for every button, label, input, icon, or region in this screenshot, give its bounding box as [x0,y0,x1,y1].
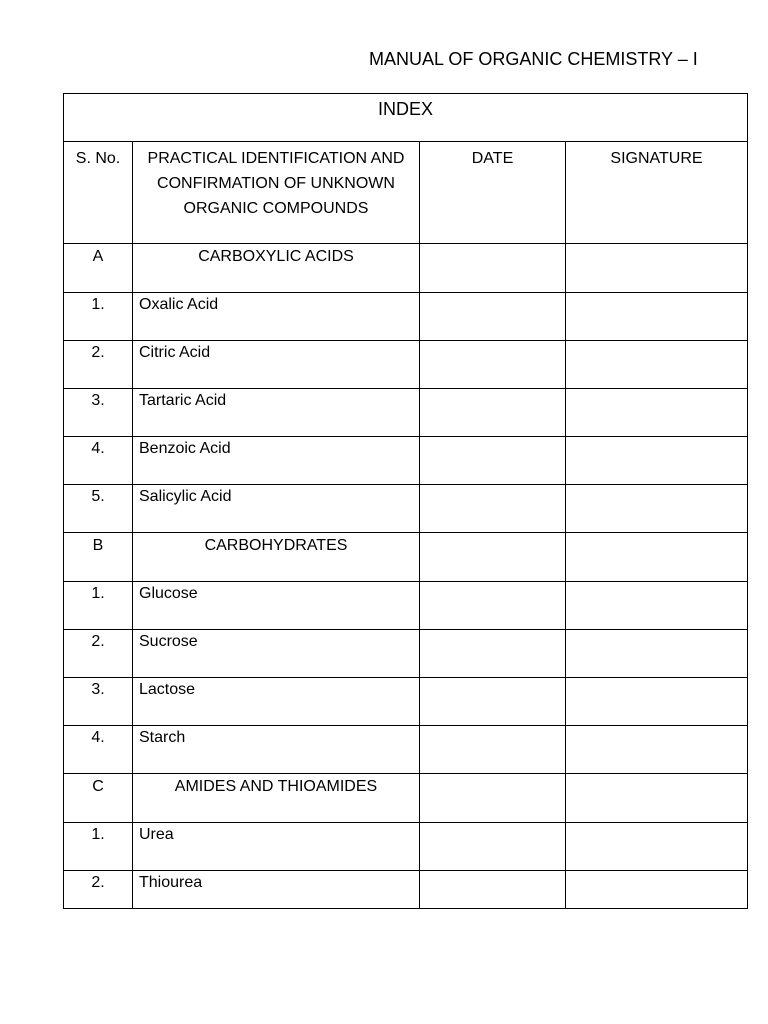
column-header-row [64,142,748,244]
table-row [64,293,748,341]
table-row [64,341,748,389]
signature-cell [566,678,748,726]
item-number: 2. [64,871,133,909]
section-row [64,533,748,582]
table-row [64,823,748,871]
signature-cell [566,437,748,485]
item-name: Salicylic Acid [133,485,420,533]
date-cell [420,341,566,389]
date-cell [420,437,566,485]
date-cell [420,533,566,582]
item-name: Thiourea [133,871,420,909]
item-number: 3. [64,389,133,437]
date-cell [420,389,566,437]
table-row [64,582,748,630]
date-cell [420,485,566,533]
date-cell [420,774,566,823]
signature-cell [566,774,748,823]
table-row [64,437,748,485]
date-cell [420,244,566,293]
section-letter: C [64,774,133,823]
column-header-signature: SIGNATURE [566,142,748,244]
item-name: Urea [133,823,420,871]
item-number: 4. [64,726,133,774]
signature-cell [566,293,748,341]
signature-cell [566,341,748,389]
item-number: 2. [64,630,133,678]
signature-cell [566,389,748,437]
item-number: 3. [64,678,133,726]
index-table [63,93,748,909]
table-row [64,871,748,909]
item-name: Tartaric Acid [133,389,420,437]
document-header: MANUAL OF ORGANIC CHEMISTRY – I [369,49,698,69]
section-title: AMIDES AND THIOAMIDES [133,774,420,823]
item-name: Benzoic Acid [133,437,420,485]
signature-cell [566,582,748,630]
date-cell [420,726,566,774]
item-number: 1. [64,582,133,630]
item-name: Glucose [133,582,420,630]
section-letter: A [64,244,133,293]
item-name: Oxalic Acid [133,293,420,341]
column-header-date: DATE [420,142,566,244]
table-row [64,630,748,678]
table-row [64,678,748,726]
item-name: Lactose [133,678,420,726]
signature-cell [566,485,748,533]
signature-cell [566,533,748,582]
signature-cell [566,726,748,774]
section-row [64,244,748,293]
date-cell [420,582,566,630]
section-letter: B [64,533,133,582]
item-number: 2. [64,341,133,389]
section-title: CARBOXYLIC ACIDS [133,244,420,293]
index-title-row [64,94,748,142]
date-cell [420,630,566,678]
item-name: Citric Acid [133,341,420,389]
item-number: 1. [64,293,133,341]
item-number: 5. [64,485,133,533]
date-cell [420,871,566,909]
table-row [64,726,748,774]
column-header-sno: S. No. [64,142,133,244]
table-row [64,485,748,533]
item-name: Starch [133,726,420,774]
signature-cell [566,823,748,871]
table-row [64,389,748,437]
signature-cell [566,244,748,293]
section-title: CARBOHYDRATES [133,533,420,582]
item-number: 1. [64,823,133,871]
item-name: Sucrose [133,630,420,678]
signature-cell [566,871,748,909]
date-cell [420,823,566,871]
column-header-practical: PRACTICAL IDENTIFICATION AND CONFIRMATION OF UNKNOWN ORGANIC COMPOUNDS [133,142,420,244]
item-number: 4. [64,437,133,485]
section-row [64,774,748,823]
signature-cell [566,630,748,678]
date-cell [420,293,566,341]
date-cell [420,678,566,726]
index-title: INDEX [64,94,748,142]
